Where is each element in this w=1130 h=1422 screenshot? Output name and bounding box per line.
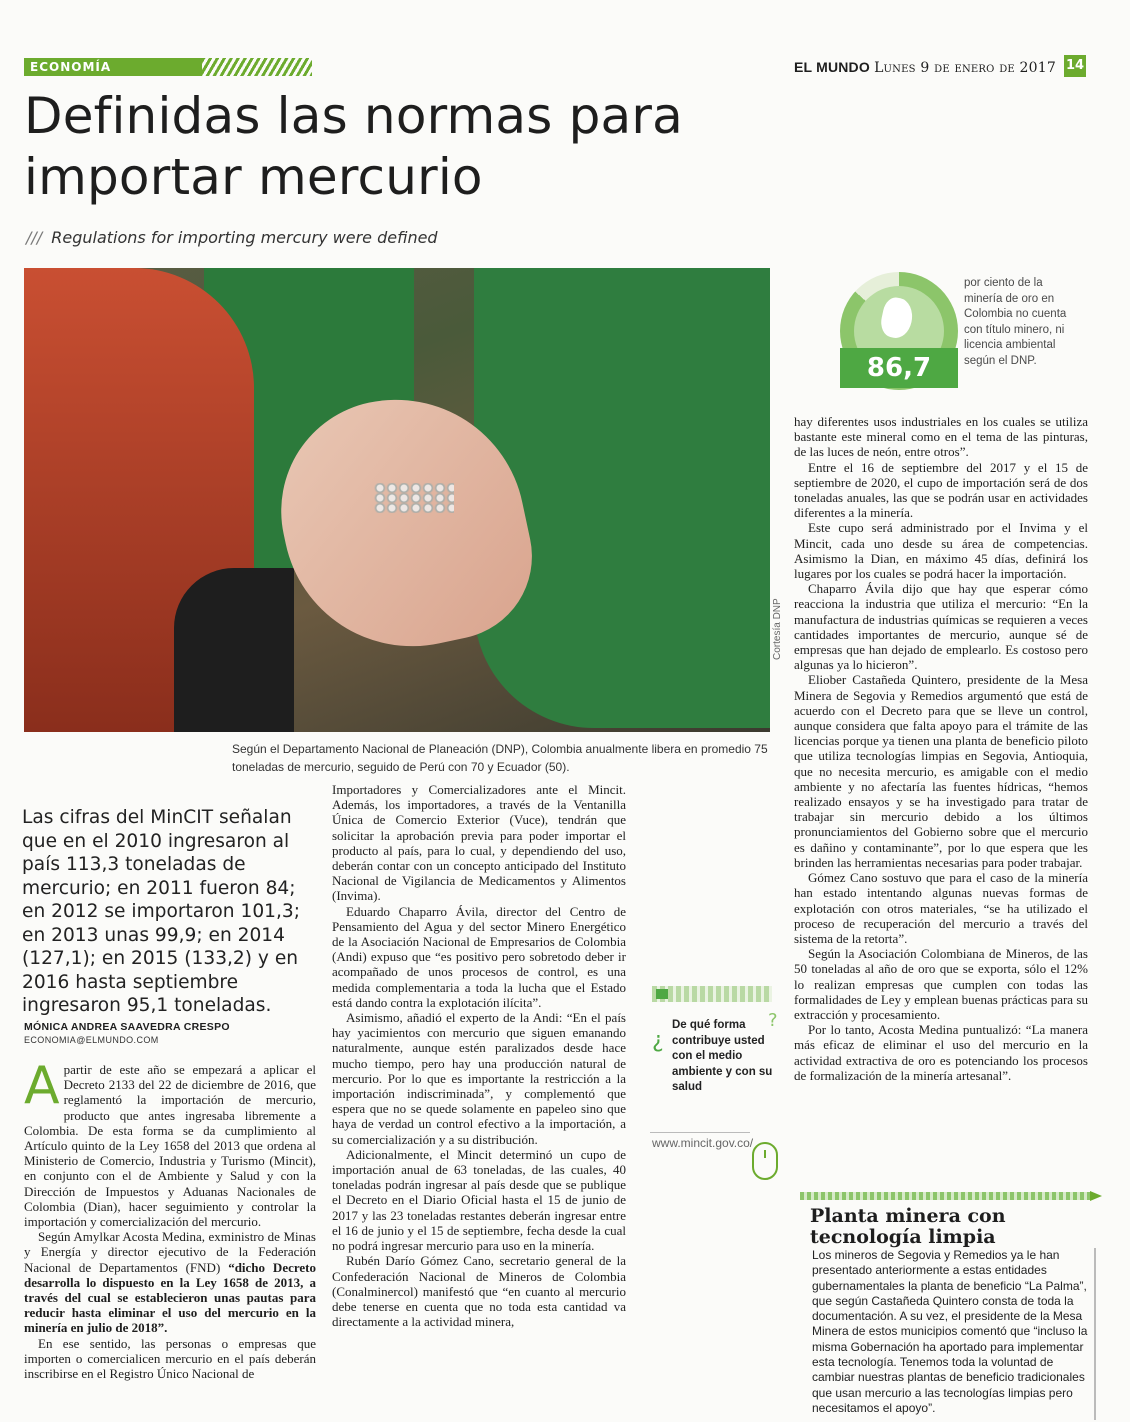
- side-story-title: Planta minera con tecnología limpia: [810, 1205, 1006, 1248]
- divider: [650, 1132, 750, 1133]
- stat-value: 86,7: [840, 348, 958, 388]
- question-mark-close-icon: ?: [768, 1010, 778, 1031]
- paragraph: partir de este año se empezará a aplicar el Decreto 2133 del 22 de diciembre de 2016, que reglamentó la importación de mercurio, producto que antes ingresaba libremente a Colombia. De esta forma se da cumplimiento al Artículo quinto de la Ley 1658 del 2013 que ordena al Ministerio de Comercio, Industria y Turismo (Mincit), en conjunto con el de Ambiente y Salud y con la Dirección de Impuestos y Aduanas Nacionales de Colombia (Dian), hacer seguimiento y controlar la importación y comercialización del mercurio.: [24, 1062, 316, 1230]
- paragraph: Rubén Darío Gómez Cano, secretario general de la Confederación Nacional de Mineros de Colombia (Conalminercol) manifestó que “en cuanto al mercurio debe tenerse en cuenta que no toda esta cantidad va directamente a la actividad minera,: [332, 1253, 626, 1330]
- author-name: MÓNICA ANDREA SAAVEDRA CRESPO: [24, 1021, 230, 1033]
- paragraph: Eliober Castañeda Quintero, presidente de la Mesa Minera de Segovia y Remedios argumentó que está de acuerdo con el Decreto para que se lleve un control, aunque considera que falta apoyo para el trámite de las licencias porque ya tienen una planta de beneficio piloto que utiliza tecnologías limpias en Segovia, Antioquia, que no necesita mercurio, es amigable con el medio ambiente y no afectaría las fuentes hídricas, “hemos realizado ensayos y se ha investigado para tratar de trabajar sin mercurio debido a los últimos pronunciamientos del Gobierno sobre que el mercurio es dañino y contaminante”, por lo que espera que les brinden las herramientas necesarias para poder trabajar.: [794, 672, 1088, 870]
- paragraph: Según la Asociación Colombiana de Mineros, de las 50 toneladas al año de oro que se exporta, sólo el 12% lo realizan empresas que cumplen con todas las formalidades de Ley y emplean buenas prácticas para su extracción y procesamiento.: [794, 946, 1088, 1022]
- section-tag: [24, 58, 312, 76]
- section-hatch-decoration: [202, 58, 312, 76]
- paragraph: Asimismo, añadió el experto de la Andi: “En el país hay yacimientos con mercurio que siguen emanando naturalmente, aunque estén paralizados desde hace mucho tiempo, pero hay una producción natural de mercurio. Por lo que es importante la restricción a la importación indiscriminada”, y complementó que espera que no se quede solamente en papeleo sino que haya de verdad un control efectivo a la importación, a su comercialización y a su distribución.: [332, 1010, 626, 1147]
- paragraph: En ese sentido, las personas o empresas que importen o comercialicen mercurio en el país deberán inscribirse en el Registro Único Nacional de: [24, 1335, 316, 1382]
- mincit-link[interactable]: www.mincit.gov.co/: [652, 1136, 754, 1150]
- subhead-text: Regulations for importing mercury were defined: [51, 228, 438, 247]
- pencil-divider-icon: [800, 1190, 1100, 1202]
- paragraph: Chaparro Ávila dijo que hay que esperar cómo reacciona la industria que utiliza el mercurio: “En la manufactura de industrias químicas se requieren a veces cantidades importantes de mercurio, aunque sé de empresas que han dejado de emplearlo. Es costoso pero algunas ya lo hicieron”.: [794, 581, 1088, 673]
- question-strip-decoration: [652, 986, 772, 1002]
- paragraph-text: Según Amylkar Acosta Medina, exministro de Minas y Energía y director ejecutivo de la Federación Nacional de Departamentos (FND): [24, 1229, 316, 1275]
- subheadline: [26, 228, 438, 247]
- issue-date: Lunes 9 de enero de 2017: [874, 60, 1056, 76]
- reader-question: De qué forma contribuye usted con el medio ambiente y con su salud: [672, 1019, 773, 1093]
- page-number: 14: [1064, 55, 1086, 77]
- side-story-rule: [1094, 1248, 1096, 1420]
- masthead: [794, 58, 1056, 77]
- mouse-icon: [752, 1142, 778, 1180]
- paragraph: Adicionalmente, el Mincit determinó un cupo de importación anual de 63 toneladas, de las cuales, 40 toneladas podrán ingresar al país desde que se publique el Decreto en el Diario Oficial hasta el 15 de junio de 2017 y las 23 toneladas restantes deberán ingresar entre el 16 de junio y el 15 de septiembre, fecha desde la cual no podrá ingresar mercurio para uso en la minería.: [332, 1146, 626, 1254]
- stat-description: por ciento de la minería de oro en Colombia no cuenta con título minero, ni licencia ambiental según el DNP.: [964, 277, 1067, 367]
- pencil-body: [800, 1192, 1090, 1200]
- subhead-slashes: ///: [26, 228, 43, 247]
- paragraph: [24, 1229, 316, 1335]
- paragraph: Gómez Cano sostuvo que para el caso de la minería han estado intentando algunas nuevas formas de explotación con otros materiales, “se ha utilizado el proceso de recuperación del mercurio a través del sistema de la retorta”.: [794, 870, 1088, 946]
- side-story-body: Los mineros de Segovia y Remedios ya le han presentado anteriormente a estas entidades gubernamentales la planta de beneficio “La Palma”, que según Castañeda Quintero consta de toda la documentación. A su vez, el presidente de la Mesa Minera de estos municipios comentó que “incluso la misma Gobernación ha aportado para implementar esta tecnología. Tenemos toda la voluntad de cambiar nuestras plantas de beneficio tradicionales que usan mercurio a las tecnologías limpias pero necesitamos el apoyo”.: [812, 1248, 1088, 1415]
- photo-mercury-drops: [374, 483, 454, 513]
- article-column-3: [794, 414, 1088, 1083]
- paragraph: hay diferentes usos industriales en los cuales se utiliza bastante este mineral como en el tema de las pinturas, de las luces de neón, entre otros”.: [794, 414, 1088, 460]
- paper-name: EL MUNDO: [793, 59, 870, 75]
- author-email: ECONOMIA@ELMUNDO.COM: [24, 1035, 159, 1045]
- stat-badge: [840, 272, 958, 390]
- photo-credit: Cortesía DNP: [772, 598, 783, 660]
- article-column-2: [332, 782, 626, 1329]
- article-column-1: [24, 1056, 316, 1382]
- article-photo: [24, 268, 770, 732]
- section-label: ECONOMÍA: [30, 60, 112, 74]
- byline: [24, 1020, 324, 1046]
- photo-sleeve: [174, 568, 294, 732]
- pencil-tip: [1090, 1191, 1102, 1201]
- question-mark-icon: ¿: [652, 1028, 664, 1053]
- quote-bold: “dicho Decreto desarrolla lo dispuesto en la Ley 1658 de 2013, a través del cual se establecieron unas pautas para reducir hasta eliminar el uso del mercurio en la minería en julio de 2018”.: [24, 1259, 316, 1336]
- drop-cap: A: [24, 1056, 60, 1116]
- paragraph: Eduardo Chaparro Ávila, director del Centro de Pensamiento del Agua y del sector Minero Energético de la Asociación Nacional de Empresarios de Colombia (Andi) expuso que “es positivo pero sobretodo deber ir acompañado de unos procesos de control, es una medida complementaria a toda la lucha que el Estado está dando contra la explotación ilícita”.: [332, 903, 626, 1010]
- reader-question-box: [652, 986, 782, 1093]
- photo-caption: Según el Departamento Nacional de Planeación (DNP), Colombia anualmente libera en promedio 75 toneladas de mercurio, seguido de Perú con 70 y Ecuador (50).: [232, 742, 768, 774]
- paragraph: Por lo tanto, Acosta Medina puntualizó: “La manera más eficaz de eliminar el uso del mercurio en la actividad extractiva de oro es potenciando los procesos de formalización de la minería artesanal”.: [794, 1022, 1088, 1083]
- paragraph: Importadores y Comercializadores ante el Mincit. Además, los importadores, a través de la Ventanilla Única de Comercio Exterior (Vuce), tendrán que solicitar la aprobación previa para poder importar el producto al país, para lo cual, y dependiendo del uso, deberán contar con un concepto anticipado del Instituto Nacional de Vigilancia de Medicamentos y Alimentos (Invima).: [332, 782, 626, 904]
- paragraph: Este cupo será administrado por el Invima y el Mincit, cada uno desde su área de competencias. Asimismo la Dian, en máximo 45 días, definirá los lugares por los cuales se podrá hacer la importación.: [794, 520, 1088, 582]
- pull-quote: Las cifras del MinCIT señalan que en el 2010 ingresaron al país 113,3 toneladas de mercurio; en 2011 fueron 84; en 2012 se importaron 101,3; en 2013 unas 99,9; en 2014 (127,1); en 2015 (133,2) y en 2016 hasta septiembre ingresaron 95,1 toneladas.: [22, 807, 300, 1016]
- question-dot: [656, 989, 668, 999]
- headline: Definidas las normas para importar mercurio: [24, 87, 683, 206]
- paragraph: Entre el 16 de septiembre del 2017 y el 15 de septiembre de 2020, el cupo de importación será de dos toneladas anuales, las que se podrán usar en actividades diferentes a la minería.: [794, 459, 1088, 521]
